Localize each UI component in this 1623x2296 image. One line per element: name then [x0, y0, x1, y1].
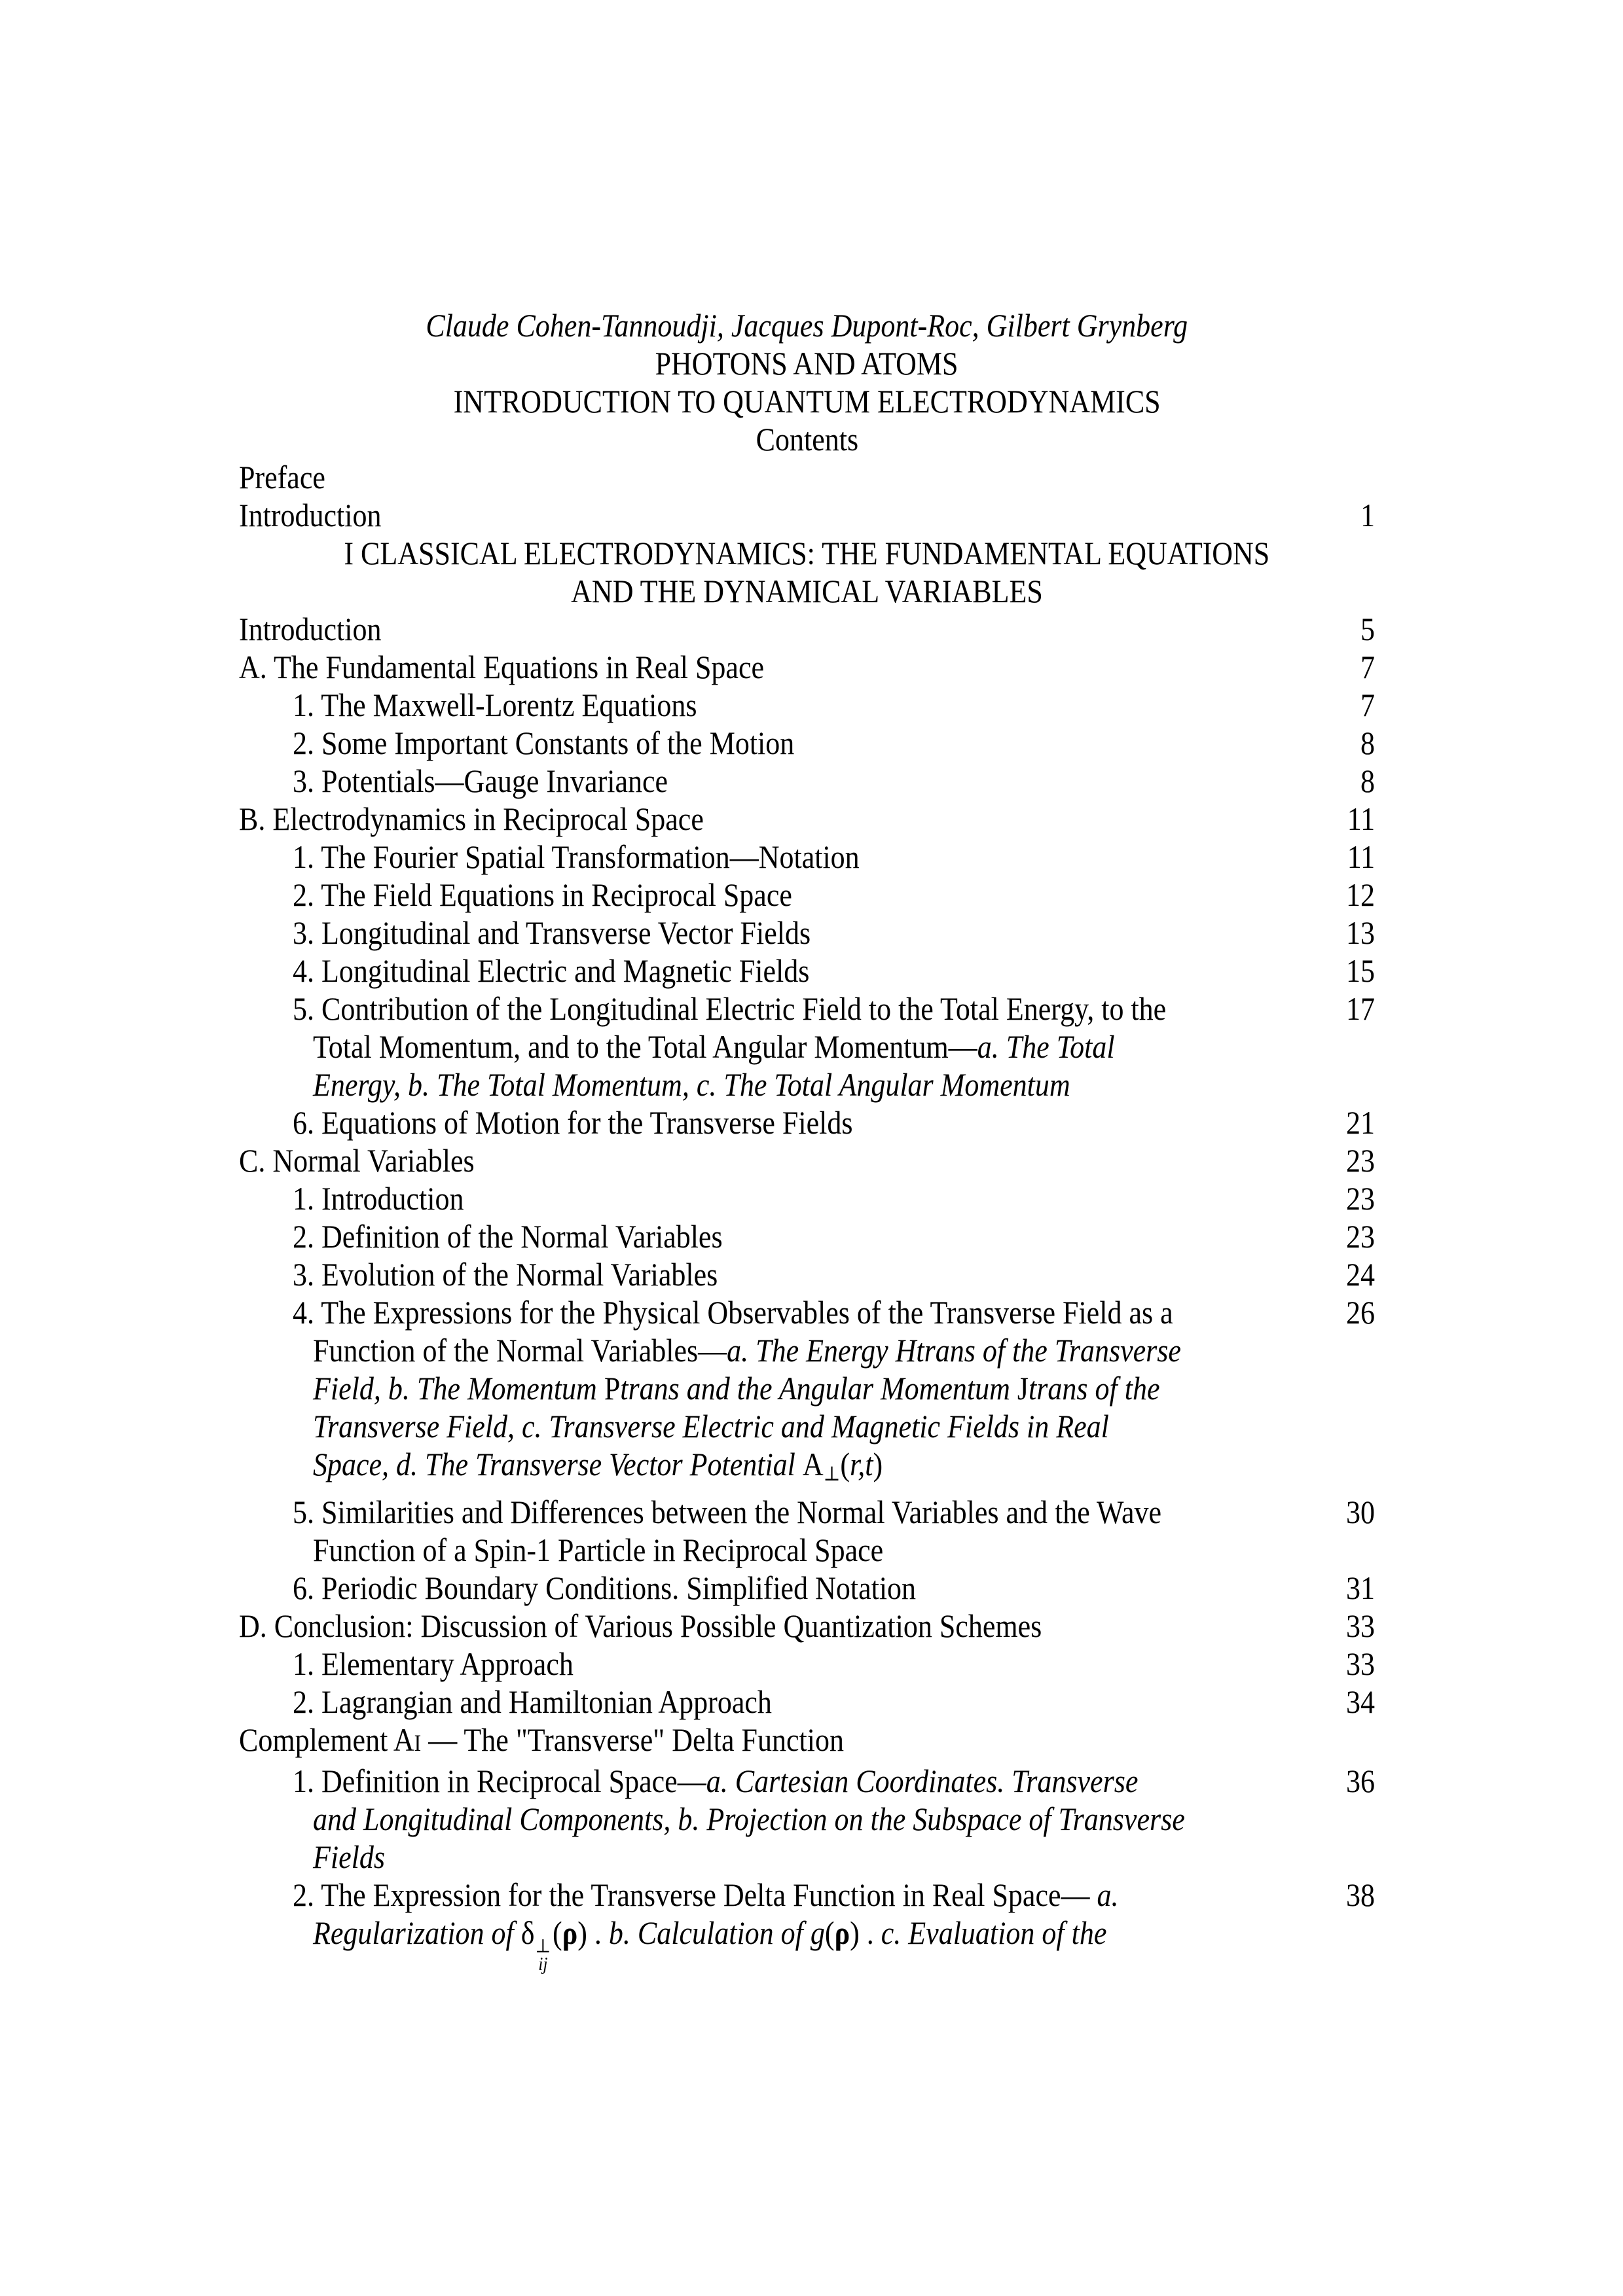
- text-segment: 2. Some Important Constants of the Motion: [293, 725, 795, 761]
- toc-entry-title: [239, 496, 1290, 534]
- toc-line-text: [293, 1762, 1138, 1800]
- toc-entry-title: [313, 1407, 1290, 1445]
- toc-entry-title: [293, 990, 1290, 1028]
- page-number-text: 1: [1360, 497, 1375, 533]
- toc-page-number: [1290, 610, 1375, 648]
- toc-line-text: [239, 1607, 1042, 1645]
- toc-page-number: [1290, 1141, 1375, 1179]
- toc-line-text: [293, 876, 792, 914]
- page-number-text: 31: [1346, 1569, 1375, 1606]
- page-number-text: 23: [1346, 1142, 1375, 1179]
- toc-entry-title: [313, 1369, 1290, 1407]
- text-segment: A. The Fundamental Equations in Real Space: [239, 649, 765, 685]
- toc-entry-title: [293, 1876, 1290, 1914]
- page-number-text: 17: [1346, 990, 1375, 1027]
- text-segment: A: [802, 1446, 824, 1482]
- page-number-text: 8: [1360, 725, 1375, 761]
- text-segment: ρ: [562, 1914, 578, 1951]
- text-segment: 4. The Expressions for the Physical Observables of the Transverse Field as a: [293, 1294, 1173, 1331]
- toc-line: [239, 1179, 1375, 1217]
- text-segment: ⊥: [823, 1462, 841, 1485]
- text-segment: ) .: [577, 1914, 609, 1951]
- page-number-text: 23: [1346, 1218, 1375, 1255]
- toc-page-number: [1290, 876, 1375, 914]
- text-segment: 5. Contribution of the Longitudinal Electric Field to the Total Energy, to the: [293, 990, 1167, 1027]
- toc-line: [239, 1217, 1375, 1255]
- toc-entry-title: [239, 1141, 1290, 1179]
- toc-line: [239, 724, 1375, 762]
- toc-page-number: [1290, 1493, 1375, 1531]
- toc-page-number: [1290, 838, 1375, 876]
- toc-line: [239, 1762, 1375, 1800]
- text-segment: 1. Definition in Reciprocal Space—: [293, 1762, 706, 1799]
- text-segment: 3. Potentials—Gauge Invariance: [293, 762, 668, 799]
- text-segment: Complement A: [239, 1721, 414, 1758]
- toc-entry-title: [313, 1914, 1290, 1974]
- book-title-text: PHOTONS AND ATOMS: [655, 345, 958, 382]
- toc-page-number: [1290, 990, 1375, 1028]
- toc-line-text: [293, 1645, 574, 1683]
- toc-page-number: [1290, 1569, 1375, 1607]
- toc-entry-title: [293, 914, 1290, 952]
- page-number-text: 38: [1346, 1876, 1375, 1913]
- text-segment: 2. The Expression for the Transverse Delta Function in Real Space—: [293, 1876, 1097, 1913]
- text-segment: I: [414, 1729, 422, 1756]
- toc-line-text: [239, 800, 704, 838]
- toc-page-number: [1290, 914, 1375, 952]
- text-segment: b. Calculation of: [608, 1914, 811, 1951]
- toc-page-number: [1290, 648, 1375, 686]
- toc-entry-title: [293, 1569, 1290, 1607]
- toc-line: [239, 1531, 1375, 1569]
- toc-line: [239, 1331, 1375, 1369]
- toc-line: [239, 1293, 1375, 1331]
- text-segment: Energy, b. The Total Momentum, c. The Total Angular Momentum: [313, 1066, 1070, 1103]
- toc-line-text: [293, 1179, 464, 1217]
- toc-line: [239, 1255, 1375, 1293]
- toc-line: [239, 952, 1375, 990]
- book-title: [239, 344, 1375, 382]
- text-segment: Total Momentum, and to the Total Angular Momentum—: [313, 1028, 977, 1065]
- toc-line: [239, 1800, 1375, 1838]
- toc-line-text: [239, 1721, 844, 1762]
- toc-line-text: [293, 1569, 916, 1607]
- page-number-text: 26: [1346, 1294, 1375, 1331]
- toc-page-number: [1290, 1217, 1375, 1255]
- text-segment: 2. Definition of the Normal Variables: [293, 1218, 723, 1255]
- page-number-text: 12: [1346, 876, 1375, 913]
- text-segment: g: [810, 1914, 825, 1951]
- toc-page-number: [1290, 1762, 1375, 1800]
- text-segment: a. The Total: [977, 1028, 1115, 1065]
- toc-entry-title: [293, 838, 1290, 876]
- toc-line: [239, 1407, 1375, 1445]
- contents-heading: [239, 420, 1375, 458]
- toc-line: [239, 1369, 1375, 1407]
- toc-page-number: [1290, 686, 1375, 724]
- page-number-text: 8: [1360, 762, 1375, 799]
- text-segment: a.: [1097, 1876, 1119, 1913]
- toc-page-number: [1290, 800, 1375, 838]
- toc-line-text: [293, 838, 860, 876]
- text-segment: 3. Evolution of the Normal Variables: [293, 1256, 718, 1293]
- book-subtitle-text: INTRODUCTION TO QUANTUM ELECTRODYNAMICS: [453, 383, 1161, 420]
- text-segment: ) .: [850, 1914, 881, 1951]
- toc-line: [239, 610, 1375, 648]
- toc-line: [239, 686, 1375, 724]
- toc-line: [239, 1493, 1375, 1531]
- text-segment: 1. The Maxwell-Lorentz Equations: [293, 687, 697, 723]
- contents-heading-text: Contents: [756, 421, 858, 457]
- page-number-text: 33: [1346, 1645, 1375, 1682]
- toc-line: [239, 838, 1375, 876]
- toc-line-text: [293, 1683, 772, 1721]
- page-number-text: 24: [1346, 1256, 1375, 1293]
- page-number-text: 34: [1346, 1683, 1375, 1720]
- complement-heading: [239, 1721, 1375, 1762]
- text-segment: 3. Longitudinal and Transverse Vector Fields: [293, 914, 811, 951]
- part-heading: [239, 572, 1375, 610]
- toc-line-text: [293, 762, 668, 800]
- toc-line: [239, 1683, 1375, 1721]
- text-segment: Field, b. The Momentum: [313, 1370, 604, 1407]
- toc-line: [239, 1645, 1375, 1683]
- toc-entry-title: [239, 1721, 1290, 1762]
- toc-entry-title: [293, 1493, 1290, 1531]
- toc-list: [239, 458, 1375, 1974]
- text-segment: 2. Lagrangian and Hamiltonian Approach: [293, 1683, 772, 1720]
- page-number-text: 21: [1346, 1104, 1375, 1141]
- toc-page-number: [1290, 952, 1375, 990]
- toc-entry-title: [293, 1293, 1290, 1331]
- text-segment: 4. Longitudinal Electric and Magnetic Fields: [293, 952, 810, 989]
- text-segment: trans and the Angular Momentum: [620, 1370, 1017, 1407]
- page-number-text: 13: [1346, 914, 1375, 951]
- text-segment: Function of the Normal Variables—: [313, 1332, 727, 1369]
- text-segment: Regularization of: [313, 1914, 521, 1951]
- toc-entry-title: [239, 458, 1290, 496]
- page-number-text: 11: [1347, 800, 1375, 837]
- toc-line-text: [293, 1293, 1173, 1331]
- contents-block: [239, 306, 1375, 1974]
- text-segment: 6. Periodic Boundary Conditions. Simplified Notation: [293, 1569, 917, 1606]
- toc-line-text: [344, 534, 1270, 572]
- toc-line: [239, 1028, 1375, 1066]
- toc-entry-title: [313, 1331, 1290, 1369]
- page-number-text: 5: [1360, 611, 1375, 647]
- page-number-text: 7: [1360, 687, 1375, 723]
- toc-page-number: [1290, 1876, 1375, 1914]
- toc-line-text: [313, 1407, 1109, 1445]
- page-number-text: 36: [1346, 1762, 1375, 1799]
- page-number-text: 15: [1346, 952, 1375, 989]
- page-number-text: 11: [1347, 838, 1375, 875]
- text-segment: C. Normal Variables: [239, 1142, 475, 1179]
- text-segment: Transverse Field, c. Transverse Electric and Magnetic Fields in Real: [313, 1408, 1109, 1444]
- toc-line-text: [313, 1838, 385, 1876]
- authors-line: [239, 306, 1375, 344]
- toc-entry-title: [293, 1255, 1290, 1293]
- toc-page-number: [1290, 496, 1375, 534]
- toc-line: [239, 1914, 1375, 1974]
- toc-line-text: [239, 1141, 475, 1179]
- part-heading: [239, 534, 1375, 572]
- toc-entry-title: [293, 952, 1290, 990]
- toc-line: [239, 1141, 1375, 1179]
- text-segment: Space, d. The Transverse Vector Potential: [313, 1446, 803, 1482]
- toc-line-text: [293, 686, 697, 724]
- toc-line-text: [293, 1876, 1119, 1914]
- text-segment: ): [873, 1446, 883, 1482]
- toc-page-number: [1290, 762, 1375, 800]
- text-segment: and Longitudinal Components, b. Projection on the Subspace of Transverse: [313, 1800, 1185, 1837]
- toc-line: [239, 1445, 1375, 1493]
- toc-entry-title: [293, 1179, 1290, 1217]
- toc-line: [239, 1103, 1375, 1141]
- toc-line: [239, 648, 1375, 686]
- text-segment: AND THE DYNAMICAL VARIABLES: [571, 573, 1043, 609]
- toc-line-text: [239, 496, 382, 534]
- text-segment: 5. Similarities and Differences between the Normal Variables and the Wave: [293, 1493, 1162, 1530]
- toc-page-number: [1290, 1179, 1375, 1217]
- text-segment: (: [840, 1446, 850, 1482]
- text-segment: 6. Equations of Motion for the Transverse Fields: [293, 1104, 853, 1141]
- text-segment: (: [824, 1914, 835, 1951]
- toc-entry-title: [293, 724, 1290, 762]
- toc-line-text: [293, 1217, 723, 1255]
- text-segment: r,t: [849, 1446, 873, 1482]
- authors-text: Claude Cohen-Tannoudji, Jacques Dupont-Roc, Gilbert Grynberg: [426, 307, 1188, 344]
- toc-line-text: [313, 1800, 1185, 1838]
- toc-page-number: [1290, 1645, 1375, 1683]
- page-number-text: 30: [1346, 1493, 1375, 1530]
- toc-page-number: [1290, 1255, 1375, 1293]
- toc-line-text: [293, 914, 811, 952]
- toc-line-text: [293, 1493, 1161, 1531]
- toc-entry-title: [293, 686, 1290, 724]
- toc-line: [239, 1066, 1375, 1103]
- toc-entry-title: [239, 610, 1290, 648]
- page-number-text: 23: [1346, 1180, 1375, 1217]
- book-subtitle: [239, 382, 1375, 420]
- toc-line-text: [313, 1369, 1160, 1407]
- toc-line-text: [293, 990, 1166, 1028]
- text-segment: 1. Elementary Approach: [293, 1645, 574, 1682]
- toc-line-text: [293, 724, 794, 762]
- toc-line-text: [571, 572, 1043, 610]
- toc-page-number: [1290, 1293, 1375, 1331]
- text-segment: a. Cartesian Coordinates. Transverse: [706, 1762, 1139, 1799]
- toc-line: [239, 496, 1375, 534]
- text-segment: a. The Energy Htrans of the Transverse: [727, 1332, 1181, 1369]
- toc-line-text: [313, 1028, 1115, 1066]
- toc-line-text: [313, 1066, 1070, 1103]
- text-segment: Introduction: [239, 611, 382, 647]
- page-number-text: 7: [1360, 649, 1375, 685]
- toc-entry-title: [313, 1838, 1290, 1876]
- text-segment: Function of a Spin-1 Particle in Reciprocal Space: [313, 1531, 884, 1568]
- toc-entry-title: [313, 1445, 1290, 1493]
- toc-entry-title: [293, 1103, 1290, 1141]
- text-segment: Introduction: [239, 497, 382, 533]
- toc-entry-title: [313, 1028, 1290, 1066]
- toc-line: [239, 762, 1375, 800]
- toc-line-text: [239, 610, 382, 648]
- toc-line: [239, 1607, 1375, 1645]
- math-sub-sup-stack: ⊥ ij: [535, 1935, 551, 1975]
- toc-entry-title: [313, 1066, 1290, 1103]
- toc-entry-title: [239, 800, 1290, 838]
- toc-page-number: [1290, 1103, 1375, 1141]
- text-segment: P: [604, 1370, 621, 1407]
- toc-line: [239, 800, 1375, 838]
- text-segment: c. Evaluation of the: [881, 1914, 1107, 1951]
- toc-line: [239, 1876, 1375, 1914]
- toc-entry-title: [293, 1762, 1290, 1800]
- toc-entry-title: [293, 1645, 1290, 1683]
- toc-line-text: [293, 1255, 718, 1293]
- text-segment: B. Electrodynamics in Reciprocal Space: [239, 800, 704, 837]
- toc-entry-title: [239, 648, 1290, 686]
- toc-line: [239, 914, 1375, 952]
- toc-entry-title: [313, 1531, 1290, 1569]
- toc-page-number: [1290, 724, 1375, 762]
- text-segment: trans of the: [1029, 1370, 1160, 1407]
- text-segment: 2. The Field Equations in Reciprocal Space: [293, 876, 792, 913]
- page-number-text: 33: [1346, 1607, 1375, 1644]
- toc-line: [239, 876, 1375, 914]
- text-segment: δ: [520, 1914, 535, 1951]
- toc-line-text: [239, 648, 764, 686]
- text-segment: J: [1017, 1370, 1029, 1407]
- toc-line-text: [239, 458, 325, 496]
- text-segment: ρ: [834, 1914, 850, 1951]
- toc-line-text: [313, 1531, 883, 1569]
- text-segment: — The "Transverse" Delta Function: [421, 1721, 844, 1758]
- toc-line-text: [313, 1445, 883, 1493]
- toc-entry-title: [313, 1800, 1290, 1838]
- text-segment: Preface: [239, 459, 325, 495]
- toc-page-number: [1290, 1683, 1375, 1721]
- toc-entry-title: [293, 762, 1290, 800]
- toc-line: [239, 458, 1375, 496]
- toc-page-number: [1290, 1607, 1375, 1645]
- toc-entry-title: [239, 1607, 1290, 1645]
- text-segment: 1. Introduction: [293, 1180, 464, 1217]
- toc-line: [239, 1838, 1375, 1876]
- toc-line-text: [293, 952, 809, 990]
- toc-line-text: [293, 1103, 853, 1141]
- text-segment: D. Conclusion: Discussion of Various Possible Quantization Schemes: [239, 1607, 1042, 1644]
- text-segment: 1. The Fourier Spatial Transformation—Notation: [293, 838, 860, 875]
- toc-line: [239, 1569, 1375, 1607]
- text-segment: I CLASSICAL ELECTRODYNAMICS: THE FUNDAMENTAL EQUATIONS: [344, 535, 1270, 571]
- toc-entry-title: [293, 1683, 1290, 1721]
- toc-line-text: [313, 1914, 1106, 1974]
- text-segment: Fields: [313, 1838, 385, 1875]
- text-segment: (: [553, 1914, 562, 1951]
- toc-entry-title: [293, 876, 1290, 914]
- toc-entry-title: [293, 1217, 1290, 1255]
- toc-line-text: [313, 1331, 1181, 1369]
- toc-line: [239, 990, 1375, 1028]
